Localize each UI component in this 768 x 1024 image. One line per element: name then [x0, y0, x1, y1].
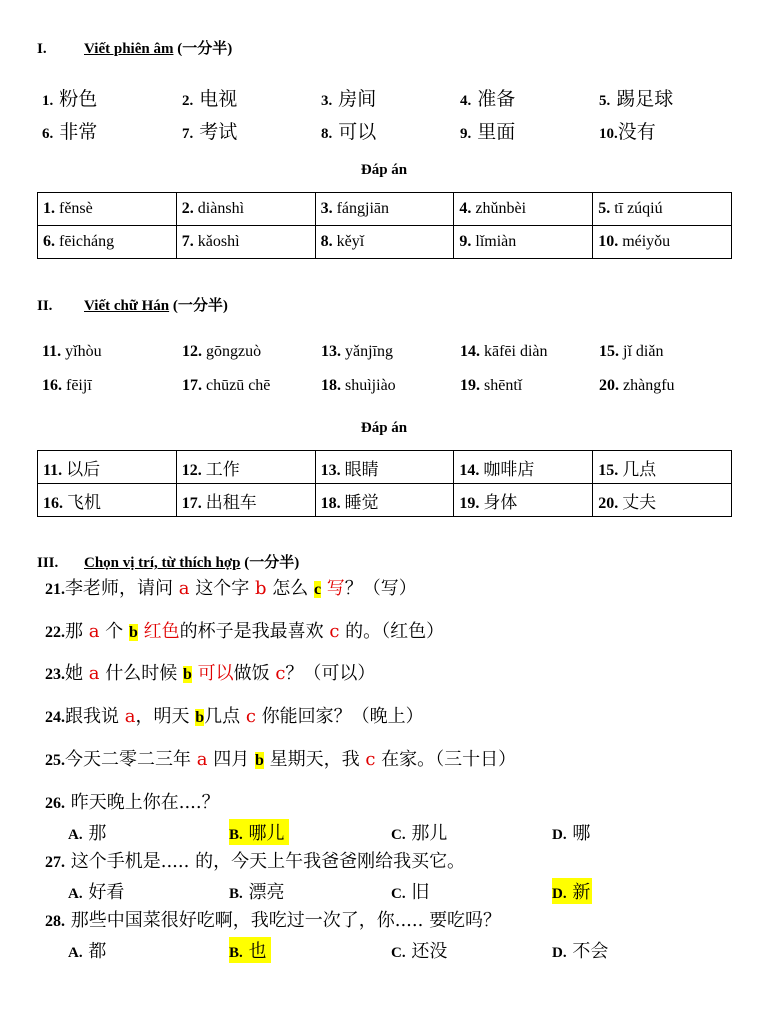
word-item: 6. 非常 — [42, 121, 98, 143]
table-cell: 11. 以后 — [38, 451, 177, 484]
table-cell: 18. 睡觉 — [315, 484, 454, 517]
highlighted-answer: b — [128, 624, 138, 641]
table-cell: 17. 出租车 — [176, 484, 315, 517]
word-row-1 — [42, 84, 742, 110]
section-score: (一分半) — [177, 41, 233, 57]
pinyin-row-2 — [42, 377, 742, 403]
option-d: D. 哪 — [552, 823, 591, 844]
table-cell: 4. zhǔnbèi — [454, 193, 593, 226]
pinyin-item: 14. kāfēi diàn — [460, 343, 548, 360]
pinyin-item: 13. yǎnjīng — [321, 343, 393, 360]
option-c: C. 还没 — [391, 941, 448, 962]
table-row — [38, 226, 732, 259]
table-cell: 3. fángjiān — [315, 193, 454, 226]
word-item: 8. 可以 — [321, 121, 377, 143]
table-cell: 2. diànshì — [176, 193, 315, 226]
section-number: II. — [37, 298, 53, 314]
pinyin-item: 11. yǐhòu — [42, 343, 102, 360]
option-a: A. 好看 — [68, 882, 125, 903]
highlighted-answer: b — [254, 752, 264, 769]
table-cell: 12. 工作 — [176, 451, 315, 484]
word-item: 10.没有 — [599, 121, 656, 143]
table-cell: 20. 丈夫 — [593, 484, 732, 517]
option-b-correct: B. 也 — [229, 937, 271, 963]
option-d-correct: D. 新 — [552, 878, 592, 904]
section-score: (一分半) — [172, 298, 228, 314]
word-item: 3. 房间 — [321, 88, 377, 110]
pinyin-item: 18. shuìjiào — [321, 377, 396, 394]
option-c: C. 旧 — [391, 882, 430, 903]
section-1-heading — [37, 37, 232, 58]
word-item: 7. 考试 — [182, 121, 238, 143]
table-cell: 13. 眼睛 — [315, 451, 454, 484]
word-item: 5. 踢足球 — [599, 88, 674, 110]
highlighted-answer: c — [313, 581, 322, 598]
table-cell: 16. 飞机 — [38, 484, 177, 517]
table-cell: 15. 几点 — [593, 451, 732, 484]
pinyin-item: 12. gōngzuò — [182, 343, 262, 360]
highlighted-answer: b — [182, 666, 192, 683]
answer-table-2 — [37, 450, 732, 517]
option-a: A. 那 — [68, 823, 107, 844]
word-row-2 — [42, 117, 742, 143]
table-cell: 19. 身体 — [454, 484, 593, 517]
option-b: B. 漂亮 — [229, 882, 285, 903]
word-item: 9. 里面 — [460, 121, 516, 143]
section-title: Viết chữ Hán — [84, 298, 170, 314]
word-item: 2. 电视 — [182, 88, 238, 110]
question-25: 25.今天二零二三年 a 四月 b 星期天，我 c 在家。（三十日） — [45, 749, 517, 770]
word-item: 1. 粉色 — [42, 88, 98, 110]
question-22: 22.那 a 个 b 红色的杯子是我最喜欢 c 的。（红色） — [45, 621, 445, 642]
option-a: A. 都 — [68, 941, 107, 962]
table-cell: 7. kǎoshì — [176, 226, 315, 259]
table-cell: 10. méiyǒu — [593, 226, 732, 259]
table-cell: 6. fēicháng — [38, 226, 177, 259]
question-28: 28. 那些中国菜很好吃啊，我吃过一次了，你..... 要吃吗？ — [45, 910, 502, 931]
question-27: 27. 这个手机是..... 的，今天上午我爸爸刚给我买它。 — [45, 851, 466, 872]
table-cell: 5. tī zúqiú — [593, 193, 732, 226]
section-score: (一分半) — [244, 555, 300, 571]
section-2-heading — [37, 294, 228, 315]
question-23: 23.她 a 什么时候 b 可以做饭 c？（可以） — [45, 663, 376, 684]
table-row — [38, 451, 732, 484]
answer-table-1 — [37, 192, 732, 259]
question-21: 21.李老师，请问 a 这个字 b 怎么 c 写？（写） — [45, 578, 417, 599]
question-24: 24.跟我说 a，明天 b几点 c 你能回家？（晚上） — [45, 706, 424, 727]
pinyin-item: 15. jǐ diǎn — [599, 343, 664, 360]
question-26: 26. 昨天晚上你在....？ — [45, 792, 220, 813]
word-item: 4. 准备 — [460, 88, 516, 110]
answer-key-heading: Đáp án — [360, 420, 408, 436]
pinyin-item: 19. shēntǐ — [460, 377, 523, 394]
table-cell: 1. fěnsè — [38, 193, 177, 226]
pinyin-item: 16. fēijī — [42, 377, 92, 394]
option-d: D. 不会 — [552, 941, 609, 962]
option-b-correct: B. 哪儿 — [229, 819, 289, 845]
section-3-heading — [37, 551, 299, 572]
pinyin-item: 17. chūzū chē — [182, 377, 271, 394]
table-cell: 14. 咖啡店 — [454, 451, 593, 484]
pinyin-item: 20. zhàngfu — [599, 377, 675, 394]
table-row — [38, 484, 732, 517]
section-title: Chọn vị trí, từ thích hợp — [84, 555, 241, 571]
highlighted-answer: b — [195, 709, 205, 726]
section-number: I. — [37, 41, 47, 57]
answer-key-heading: Đáp án — [360, 162, 408, 178]
table-cell: 9. lǐmiàn — [454, 226, 593, 259]
pinyin-row-1 — [42, 343, 742, 369]
option-c: C. 那儿 — [391, 823, 448, 844]
section-title: Viết phiên âm — [84, 41, 174, 57]
table-row — [38, 193, 732, 226]
section-number: III. — [37, 555, 59, 571]
table-cell: 8. kěyǐ — [315, 226, 454, 259]
